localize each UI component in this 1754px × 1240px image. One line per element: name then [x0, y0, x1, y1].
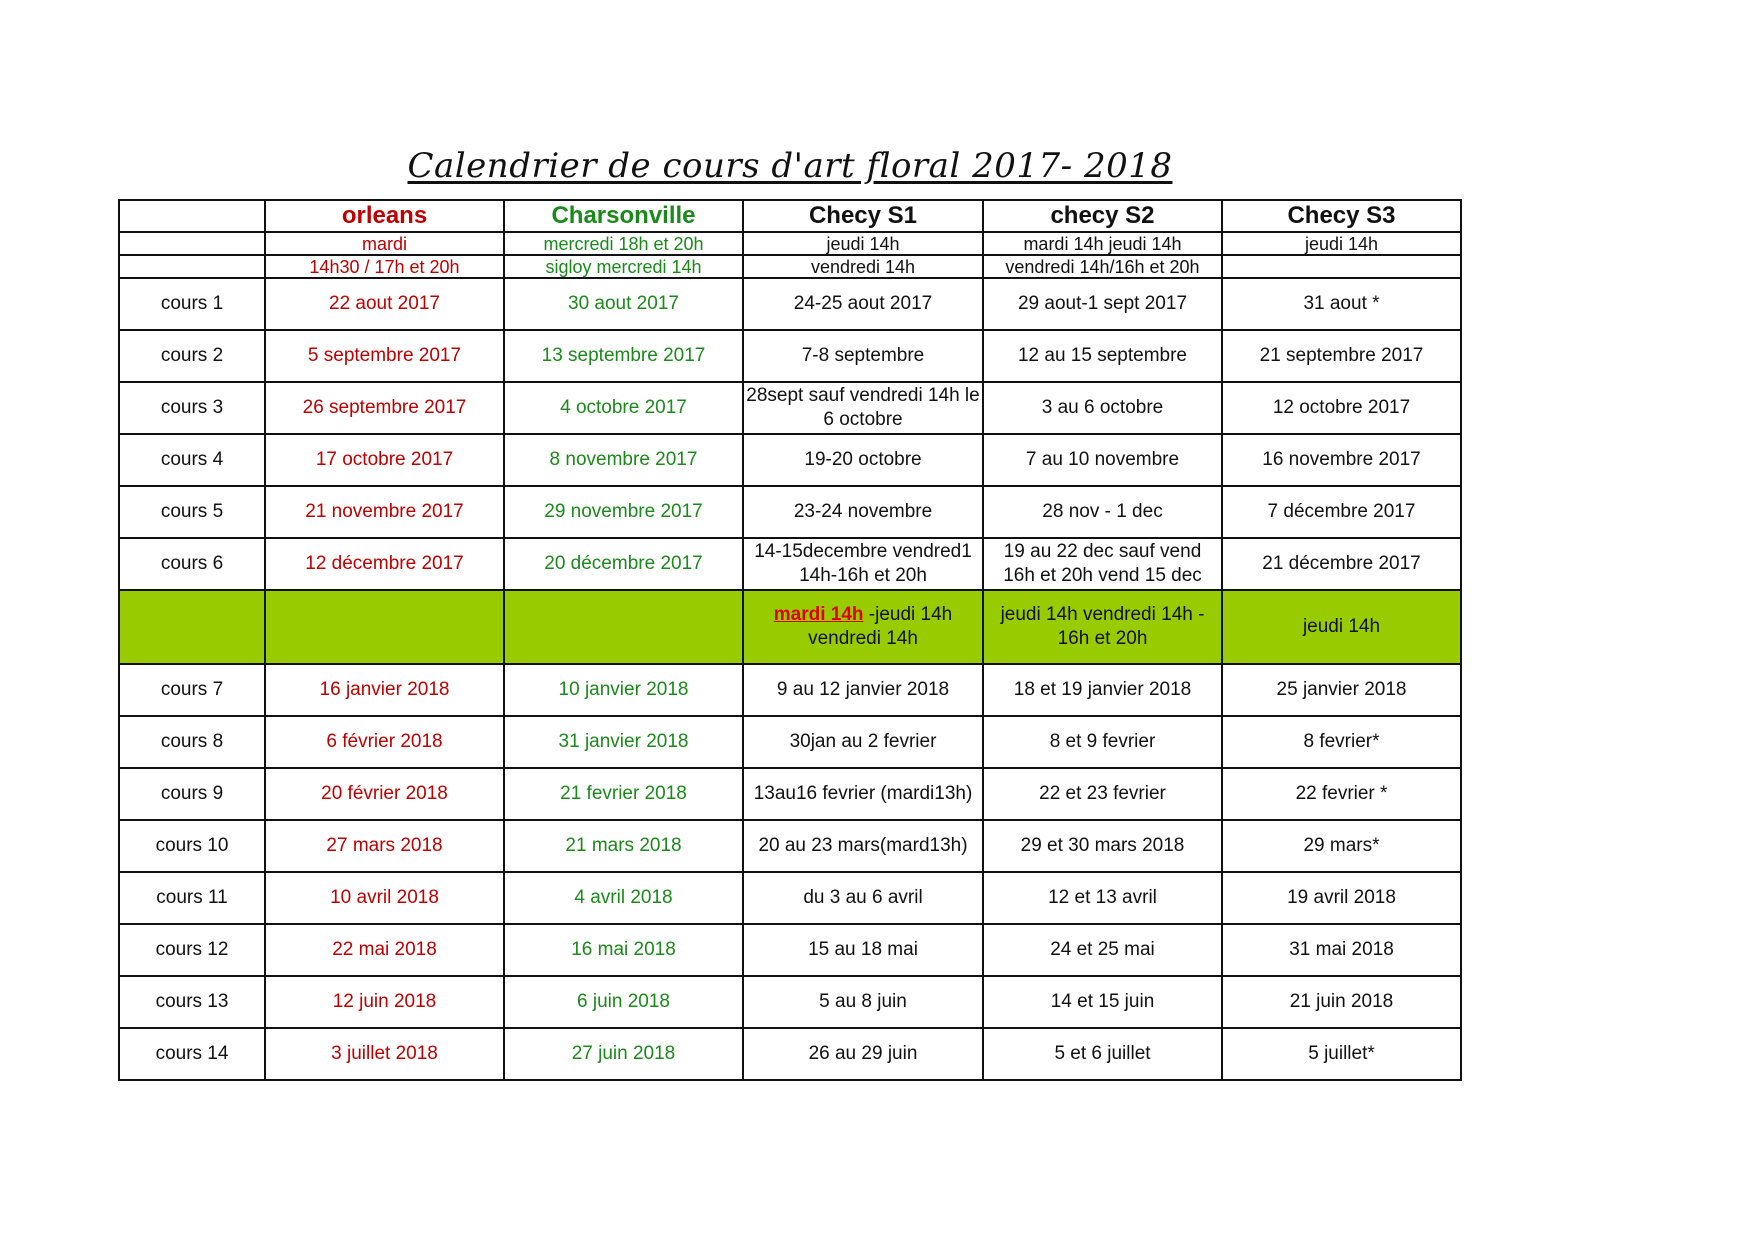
date-checy-s3: 31 aout * [1222, 278, 1461, 330]
date-checy-s3: 21 septembre 2017 [1222, 330, 1461, 382]
course-label: cours 10 [119, 820, 265, 872]
midyear-schedule-checy-s2: jeudi 14h vendredi 14h - 16h et 20h [983, 590, 1222, 664]
date-checy-s3: 31 mai 2018 [1222, 924, 1461, 976]
schedule-hours-checy-s1: vendredi 14h [743, 255, 983, 278]
empty-cell [504, 590, 743, 664]
date-checy-s1: 19-20 octobre [743, 434, 983, 486]
date-checy-s2: 8 et 9 fevrier [983, 716, 1222, 768]
page-title: Calendrier de cours d'art floral 2017- 2018 [407, 146, 1173, 186]
course-label: cours 7 [119, 664, 265, 716]
schedule-info-charsonville: mercredi 18h et 20h [504, 232, 743, 255]
date-checy-s3: 22 fevrier * [1222, 768, 1461, 820]
date-checy-s1: 28sept sauf vendredi 14h le 6 octobre [743, 382, 983, 434]
date-checy-s2: 12 au 15 septembre [983, 330, 1222, 382]
date-orleans: 10 avril 2018 [265, 872, 504, 924]
table-row [119, 976, 1461, 1028]
schedule-hours-checy-s3 [1222, 255, 1461, 278]
column-header-orleans: orleans [265, 200, 504, 232]
course-label: cours 1 [119, 278, 265, 330]
date-orleans: 12 décembre 2017 [265, 538, 504, 590]
table-row [119, 434, 1461, 486]
course-label: cours 6 [119, 538, 265, 590]
date-charsonville: 29 novembre 2017 [504, 486, 743, 538]
date-orleans: 22 mai 2018 [265, 924, 504, 976]
date-checy-s2: 14 et 15 juin [983, 976, 1222, 1028]
midyear-schedule-checy-s1-rest: -jeudi 14h vendredi 14h [808, 604, 953, 649]
table-row [119, 664, 1461, 716]
date-orleans: 12 juin 2018 [265, 976, 504, 1028]
schedule-info-checy-s1: jeudi 14h [743, 232, 983, 255]
date-checy-s2: 28 nov - 1 dec [983, 486, 1222, 538]
date-checy-s2: 22 et 23 fevrier [983, 768, 1222, 820]
date-orleans: 21 novembre 2017 [265, 486, 504, 538]
date-checy-s1: 5 au 8 juin [743, 976, 983, 1028]
table-row [119, 382, 1461, 434]
date-charsonville: 27 juin 2018 [504, 1028, 743, 1080]
course-label: cours 2 [119, 330, 265, 382]
date-checy-s2: 29 et 30 mars 2018 [983, 820, 1222, 872]
date-checy-s1: 13au16 fevrier (mardi13h) [743, 768, 983, 820]
table-row [119, 538, 1461, 590]
date-checy-s3: 19 avril 2018 [1222, 872, 1461, 924]
date-orleans: 20 février 2018 [265, 768, 504, 820]
date-charsonville: 31 janvier 2018 [504, 716, 743, 768]
date-charsonville: 4 avril 2018 [504, 872, 743, 924]
date-checy-s1: 9 au 12 janvier 2018 [743, 664, 983, 716]
midyear-schedule-checy-s1 [743, 590, 983, 664]
corner-cell [119, 200, 265, 232]
date-orleans: 17 octobre 2017 [265, 434, 504, 486]
date-checy-s3: 7 décembre 2017 [1222, 486, 1461, 538]
date-checy-s1: 26 au 29 juin [743, 1028, 983, 1080]
column-header-checy-s3: Checy S3 [1222, 200, 1461, 232]
empty-cell [119, 232, 265, 255]
date-orleans: 5 septembre 2017 [265, 330, 504, 382]
date-checy-s3: 21 décembre 2017 [1222, 538, 1461, 590]
course-label: cours 5 [119, 486, 265, 538]
date-checy-s1: 7-8 septembre [743, 330, 983, 382]
column-header-checy-s2: checy S2 [983, 200, 1222, 232]
date-orleans: 16 janvier 2018 [265, 664, 504, 716]
header-row-days [119, 232, 1461, 255]
table-row [119, 330, 1461, 382]
course-label: cours 3 [119, 382, 265, 434]
date-charsonville: 8 novembre 2017 [504, 434, 743, 486]
header-row-locations [119, 200, 1461, 232]
date-charsonville: 21 mars 2018 [504, 820, 743, 872]
course-label: cours 13 [119, 976, 265, 1028]
date-charsonville: 16 mai 2018 [504, 924, 743, 976]
table-row [119, 1028, 1461, 1080]
date-checy-s3: 25 janvier 2018 [1222, 664, 1461, 716]
table-row [119, 768, 1461, 820]
date-charsonville: 13 septembre 2017 [504, 330, 743, 382]
course-label: cours 4 [119, 434, 265, 486]
date-charsonville: 21 fevrier 2018 [504, 768, 743, 820]
date-checy-s3: 16 novembre 2017 [1222, 434, 1461, 486]
course-label: cours 9 [119, 768, 265, 820]
date-checy-s3: 12 octobre 2017 [1222, 382, 1461, 434]
schedule-hours-checy-s2: vendredi 14h/16h et 20h [983, 255, 1222, 278]
schedule-info-checy-s3: jeudi 14h [1222, 232, 1461, 255]
date-checy-s1: 14-15decembre vendred1 14h-16h et 20h [743, 538, 983, 590]
date-checy-s3: 8 fevrier* [1222, 716, 1461, 768]
table-row [119, 872, 1461, 924]
date-charsonville: 20 décembre 2017 [504, 538, 743, 590]
schedule-table [118, 199, 1462, 1081]
date-orleans: 6 février 2018 [265, 716, 504, 768]
date-checy-s2: 24 et 25 mai [983, 924, 1222, 976]
date-charsonville: 4 octobre 2017 [504, 382, 743, 434]
date-checy-s1: 20 au 23 mars(mard13h) [743, 820, 983, 872]
course-label: cours 11 [119, 872, 265, 924]
date-charsonville: 30 aout 2017 [504, 278, 743, 330]
date-checy-s2: 29 aout-1 sept 2017 [983, 278, 1222, 330]
course-label: cours 8 [119, 716, 265, 768]
empty-cell [265, 590, 504, 664]
schedule-hours-orleans: 14h30 / 17h et 20h [265, 255, 504, 278]
table-row [119, 486, 1461, 538]
date-checy-s2: 5 et 6 juillet [983, 1028, 1222, 1080]
date-charsonville: 6 juin 2018 [504, 976, 743, 1028]
date-checy-s2: 7 au 10 novembre [983, 434, 1222, 486]
table-row [119, 820, 1461, 872]
date-checy-s3: 5 juillet* [1222, 1028, 1461, 1080]
empty-cell [119, 590, 265, 664]
date-orleans: 3 juillet 2018 [265, 1028, 504, 1080]
midyear-schedule-section [119, 590, 1461, 664]
date-orleans: 22 aout 2017 [265, 278, 504, 330]
date-checy-s2: 3 au 6 octobre [983, 382, 1222, 434]
schedule-info-checy-s2: mardi 14h jeudi 14h [983, 232, 1222, 255]
table-row [119, 924, 1461, 976]
date-orleans: 27 mars 2018 [265, 820, 504, 872]
highlighted-day: mardi 14h [773, 604, 864, 625]
date-checy-s2: 19 au 22 dec sauf vend 16h et 20h vend 15 dec [983, 538, 1222, 590]
header-row-hours [119, 255, 1461, 278]
date-orleans: 26 septembre 2017 [265, 382, 504, 434]
date-checy-s1: du 3 au 6 avril [743, 872, 983, 924]
date-checy-s1: 30jan au 2 fevrier [743, 716, 983, 768]
midyear-schedule-row [119, 590, 1461, 664]
empty-cell [119, 255, 265, 278]
date-charsonville: 10 janvier 2018 [504, 664, 743, 716]
date-checy-s2: 18 et 19 janvier 2018 [983, 664, 1222, 716]
date-checy-s1: 15 au 18 mai [743, 924, 983, 976]
column-header-charsonville: Charsonville [504, 200, 743, 232]
table-row [119, 716, 1461, 768]
midyear-schedule-checy-s3: jeudi 14h [1222, 590, 1461, 664]
course-label: cours 12 [119, 924, 265, 976]
table-row [119, 278, 1461, 330]
schedule-body [119, 200, 1461, 278]
course-rows-second-term [119, 664, 1461, 1080]
date-checy-s3: 29 mars* [1222, 820, 1461, 872]
date-checy-s1: 24-25 aout 2017 [743, 278, 983, 330]
date-checy-s3: 21 juin 2018 [1222, 976, 1461, 1028]
date-checy-s1: 23-24 novembre [743, 486, 983, 538]
course-rows-first-term [119, 278, 1461, 590]
schedule-info-orleans: mardi [265, 232, 504, 255]
course-label: cours 14 [119, 1028, 265, 1080]
schedule-hours-charsonville: sigloy mercredi 14h [504, 255, 743, 278]
date-checy-s2: 12 et 13 avril [983, 872, 1222, 924]
column-header-checy-s1: Checy S1 [743, 200, 983, 232]
